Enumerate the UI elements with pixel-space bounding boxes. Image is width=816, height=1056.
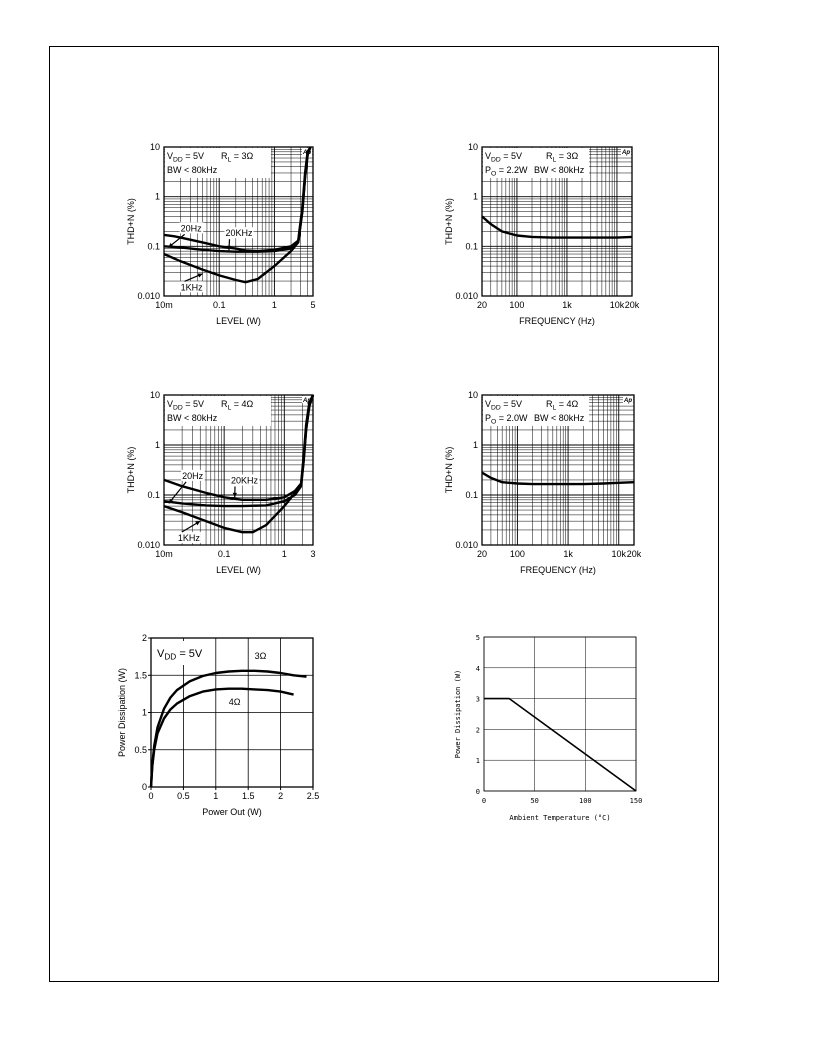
y-tick-label: 0	[141, 782, 147, 792]
x-tick-label: 20k	[624, 300, 640, 310]
x-tick-label: 150	[629, 797, 643, 805]
x-tick-label: 1k	[563, 549, 573, 559]
x-tick-label: 3	[310, 549, 316, 559]
condition-label: $V_{DD} = 5V$	[167, 151, 205, 164]
ap-logo: Ap	[303, 398, 311, 404]
x-tick-label: 20	[476, 300, 488, 310]
x-tick-label: 2	[278, 791, 284, 801]
condition-label: $V_{DD} = 5V$	[167, 399, 205, 412]
x-tick-label: 10m	[155, 549, 173, 559]
y-tick-label: 0.1	[465, 241, 478, 252]
y-tick-label: 0.1	[147, 241, 160, 252]
x-axis-label: Power Out (W)	[202, 807, 262, 817]
annotation-label: 20Hz	[180, 223, 202, 234]
x-axis-label: Ambient Temperature (°C)	[509, 814, 611, 822]
x-tick-label: 100	[509, 549, 525, 559]
x-tick-label: 0.1	[212, 300, 226, 310]
condition-label: $V_{DD} = 5V$	[485, 399, 523, 412]
condition-label: $R_L = 4\Omega$	[221, 399, 254, 412]
y-tick-label: 1	[154, 440, 160, 450]
y-tick-label: 10	[467, 142, 478, 152]
x-axis-label: LEVEL (W)	[216, 565, 261, 575]
x-tick-label: 5	[310, 300, 316, 310]
x-axis-label: FREQUENCY (Hz)	[520, 565, 596, 575]
y-tick-label: 0.1	[147, 490, 160, 500]
y-tick-label: 0.010	[455, 291, 478, 301]
x-tick-label: 1	[271, 300, 277, 310]
annotation-label: 20Hz	[182, 470, 204, 481]
x-tick-label: 20	[476, 549, 488, 559]
y-tick-label: 0.5	[134, 744, 147, 755]
condition-label: $R_L = 3\Omega$	[546, 151, 579, 164]
ap-logo: Ap	[624, 398, 632, 404]
y-tick-label: 3	[475, 695, 480, 704]
y-tick-label: 1	[475, 757, 480, 766]
x-tick-label: 20k	[626, 549, 642, 559]
condition-label: $R_L = 3\Omega$	[221, 151, 254, 164]
x-tick-label: 10m	[155, 300, 173, 310]
y-tick-label: 2	[475, 726, 480, 735]
x-tick-label: 1k	[562, 300, 572, 310]
condition-label: $V_{DD} = 5V$	[485, 151, 523, 164]
y-tick-label: 0.1	[465, 490, 478, 500]
condition-label: $R_L = 4\Omega$	[546, 399, 579, 412]
condition-label: BW < 80kHz	[534, 413, 585, 423]
y-tick-label: 10	[149, 142, 160, 152]
series-line-s0	[484, 699, 636, 791]
y-tick-label: 1	[154, 191, 160, 202]
y-axis-label: Power Dissipation (W)	[454, 669, 462, 759]
y-tick-label: 1	[472, 191, 478, 202]
x-tick-label: 1	[213, 791, 219, 801]
annotation-label: 20KHz	[231, 475, 259, 486]
y-axis-label: THD+N (%)	[126, 198, 136, 245]
condition-label: $P_O = 2.2W$	[485, 165, 528, 178]
condition-label: BW < 80kHz	[167, 165, 218, 175]
condition-label: $V_{DD} = 5V$	[157, 648, 203, 662]
x-tick-label: 100	[579, 797, 592, 805]
y-tick-label: 0	[475, 788, 480, 796]
x-tick-label: 10k	[611, 549, 627, 559]
condition-label: BW < 80kHz	[167, 413, 218, 423]
condition-label: BW < 80kHz	[534, 165, 585, 175]
annotation-label: 1KHz	[180, 282, 203, 293]
y-tick-label: 1	[141, 707, 147, 718]
y-axis-label: THD+N (%)	[126, 446, 136, 494]
y-tick-label: 10	[467, 390, 478, 400]
y-tick-label: 5	[475, 634, 480, 642]
y-tick-label: 0.010	[455, 540, 478, 550]
x-tick-label: 2.5	[306, 791, 320, 801]
x-axis-label: FREQUENCY (Hz)	[519, 316, 595, 326]
condition-label: $P_O = 2.0W$	[485, 413, 528, 426]
x-axis-label: LEVEL (W)	[216, 316, 261, 326]
x-tick-label: 0.1	[217, 549, 231, 559]
x-tick-label: 1.5	[241, 791, 255, 801]
y-axis-label: THD+N (%)	[444, 198, 454, 245]
y-tick-label: 2	[141, 633, 147, 643]
y-tick-label: 0.010	[137, 540, 160, 550]
plot-frame	[484, 637, 636, 791]
x-tick-label: 10k	[609, 300, 625, 310]
annotation-label: 4Ω	[228, 697, 241, 708]
x-tick-label: 50	[530, 797, 539, 805]
y-tick-label: 0.010	[137, 291, 160, 301]
y-axis-label: Power Dissipation (W)	[117, 667, 127, 758]
ap-logo: Ap	[622, 150, 630, 156]
y-tick-label: 1.5	[134, 670, 147, 681]
x-tick-label: 100	[509, 300, 525, 310]
annotation-label: 20KHz	[225, 228, 253, 239]
x-tick-label: 0	[148, 791, 154, 801]
x-tick-label: 1	[281, 549, 287, 559]
annotation-label: 3Ω	[254, 650, 267, 661]
y-tick-label: 4	[475, 664, 480, 673]
ap-logo: Ap	[303, 150, 311, 156]
y-tick-label: 1	[472, 440, 478, 450]
x-tick-label: 0	[481, 797, 487, 805]
y-axis-label: THD+N (%)	[444, 446, 454, 494]
y-tick-label: 10	[149, 390, 160, 400]
x-tick-label: 0.5	[177, 791, 190, 801]
annotation-label: 1KHz	[177, 533, 200, 544]
